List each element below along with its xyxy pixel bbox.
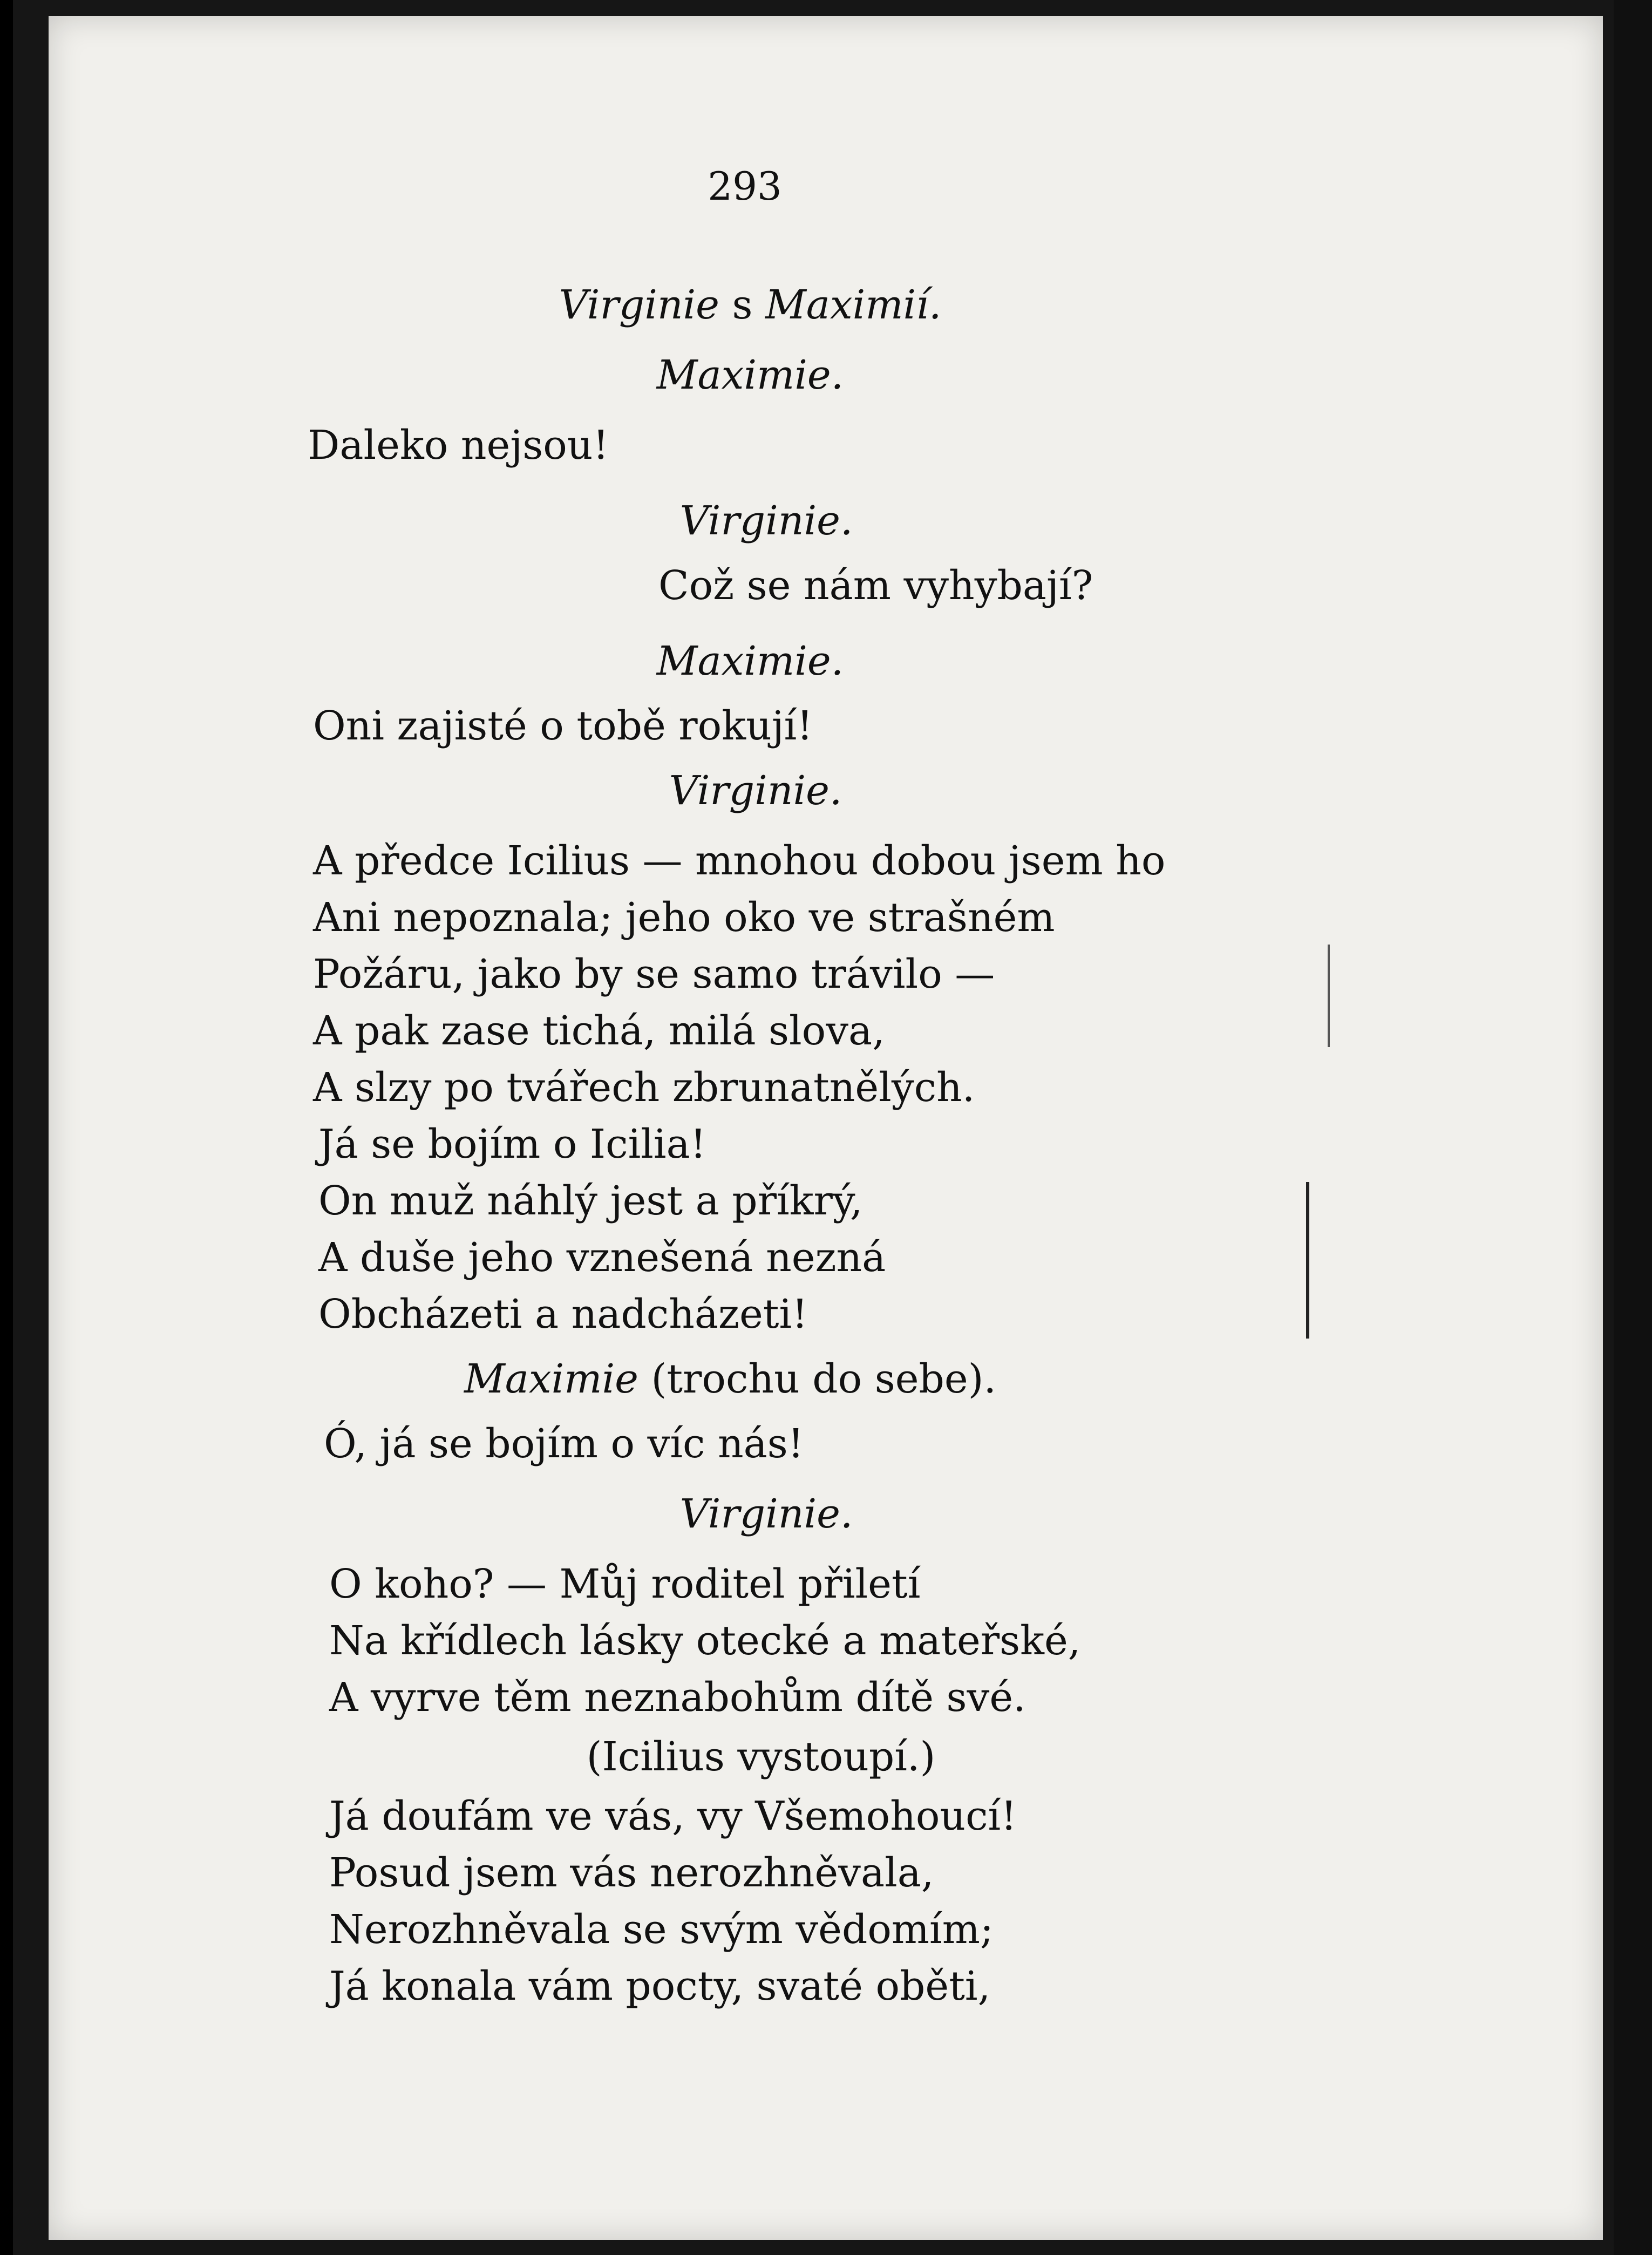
verse-line: Nerozhněvala se svým vědomím; — [329, 1906, 994, 1953]
speaker-name: Virginie. — [669, 767, 842, 814]
book-page — [49, 16, 1603, 2240]
verse-line: Daleko nejsou! — [308, 422, 609, 468]
verse-line: Oni zajisté o tobě rokují! — [313, 703, 813, 749]
scan-left-edge — [0, 0, 13, 2255]
verse-line: Já konala vám pocty, svaté oběti, — [329, 1963, 991, 2009]
verse-line: On muž náhlý jest a příkrý, — [318, 1178, 863, 1224]
stage-direction: (trochu do sebe). — [651, 1356, 997, 1402]
scan-right-edge — [1614, 0, 1652, 2255]
heading-connector: s — [732, 282, 753, 328]
verse-line: Já doufám ve vás, vy Všemohoucí! — [329, 1793, 1017, 1839]
verse-line: A slzy po tvářech zbrunatnělých. — [313, 1064, 975, 1111]
speaker-with-direction — [464, 1355, 996, 1403]
verse-line: A duše jeho vznešená nezná — [318, 1234, 886, 1281]
page-number: 293 — [708, 164, 782, 209]
speaker-name: Maximie — [464, 1356, 638, 1402]
verse-line: Požáru, jako by se samo trávilo — — [313, 951, 995, 997]
stage-direction: (Icilius vystoupí.) — [586, 1734, 936, 1780]
verse-line: Obcházeti a nadcházeti! — [318, 1291, 808, 1337]
speaker-name: Virginie. — [679, 1491, 853, 1537]
margin-pencil-mark-upper — [1328, 945, 1330, 1047]
speaker-name: Maximie. — [656, 638, 844, 684]
speaker-name: Maximie. — [656, 352, 844, 398]
verse-line: O koho? — Můj roditel přiletí — [329, 1561, 921, 1607]
verse-line: A pak zase tichá, milá slova, — [313, 1008, 885, 1054]
verse-line: Což se nám vyhybají? — [658, 562, 1093, 609]
scene-heading — [49, 281, 1452, 329]
heading-name-1: Virginie — [559, 282, 719, 328]
verse-line: Posud jsem vás nerozhněvala, — [329, 1850, 934, 1896]
verse-line: Já se bojím o Icilia! — [318, 1121, 706, 1167]
verse-line: A vyrve těm neznabohům dítě své. — [329, 1674, 1026, 1721]
speaker-name: Virginie. — [679, 498, 853, 544]
heading-name-2: Maximií. — [765, 282, 942, 328]
margin-pencil-mark — [1306, 1182, 1309, 1339]
verse-line: Na křídlech lásky otecké a mateřské, — [329, 1618, 1081, 1664]
verse-line: A předce Icilius — mnohou dobou jsem ho — [313, 838, 1166, 884]
verse-line: Ó, já se bojím o víc nás! — [324, 1421, 804, 1467]
verse-line: Ani nepoznala; jeho oko ve strašném — [313, 894, 1055, 941]
